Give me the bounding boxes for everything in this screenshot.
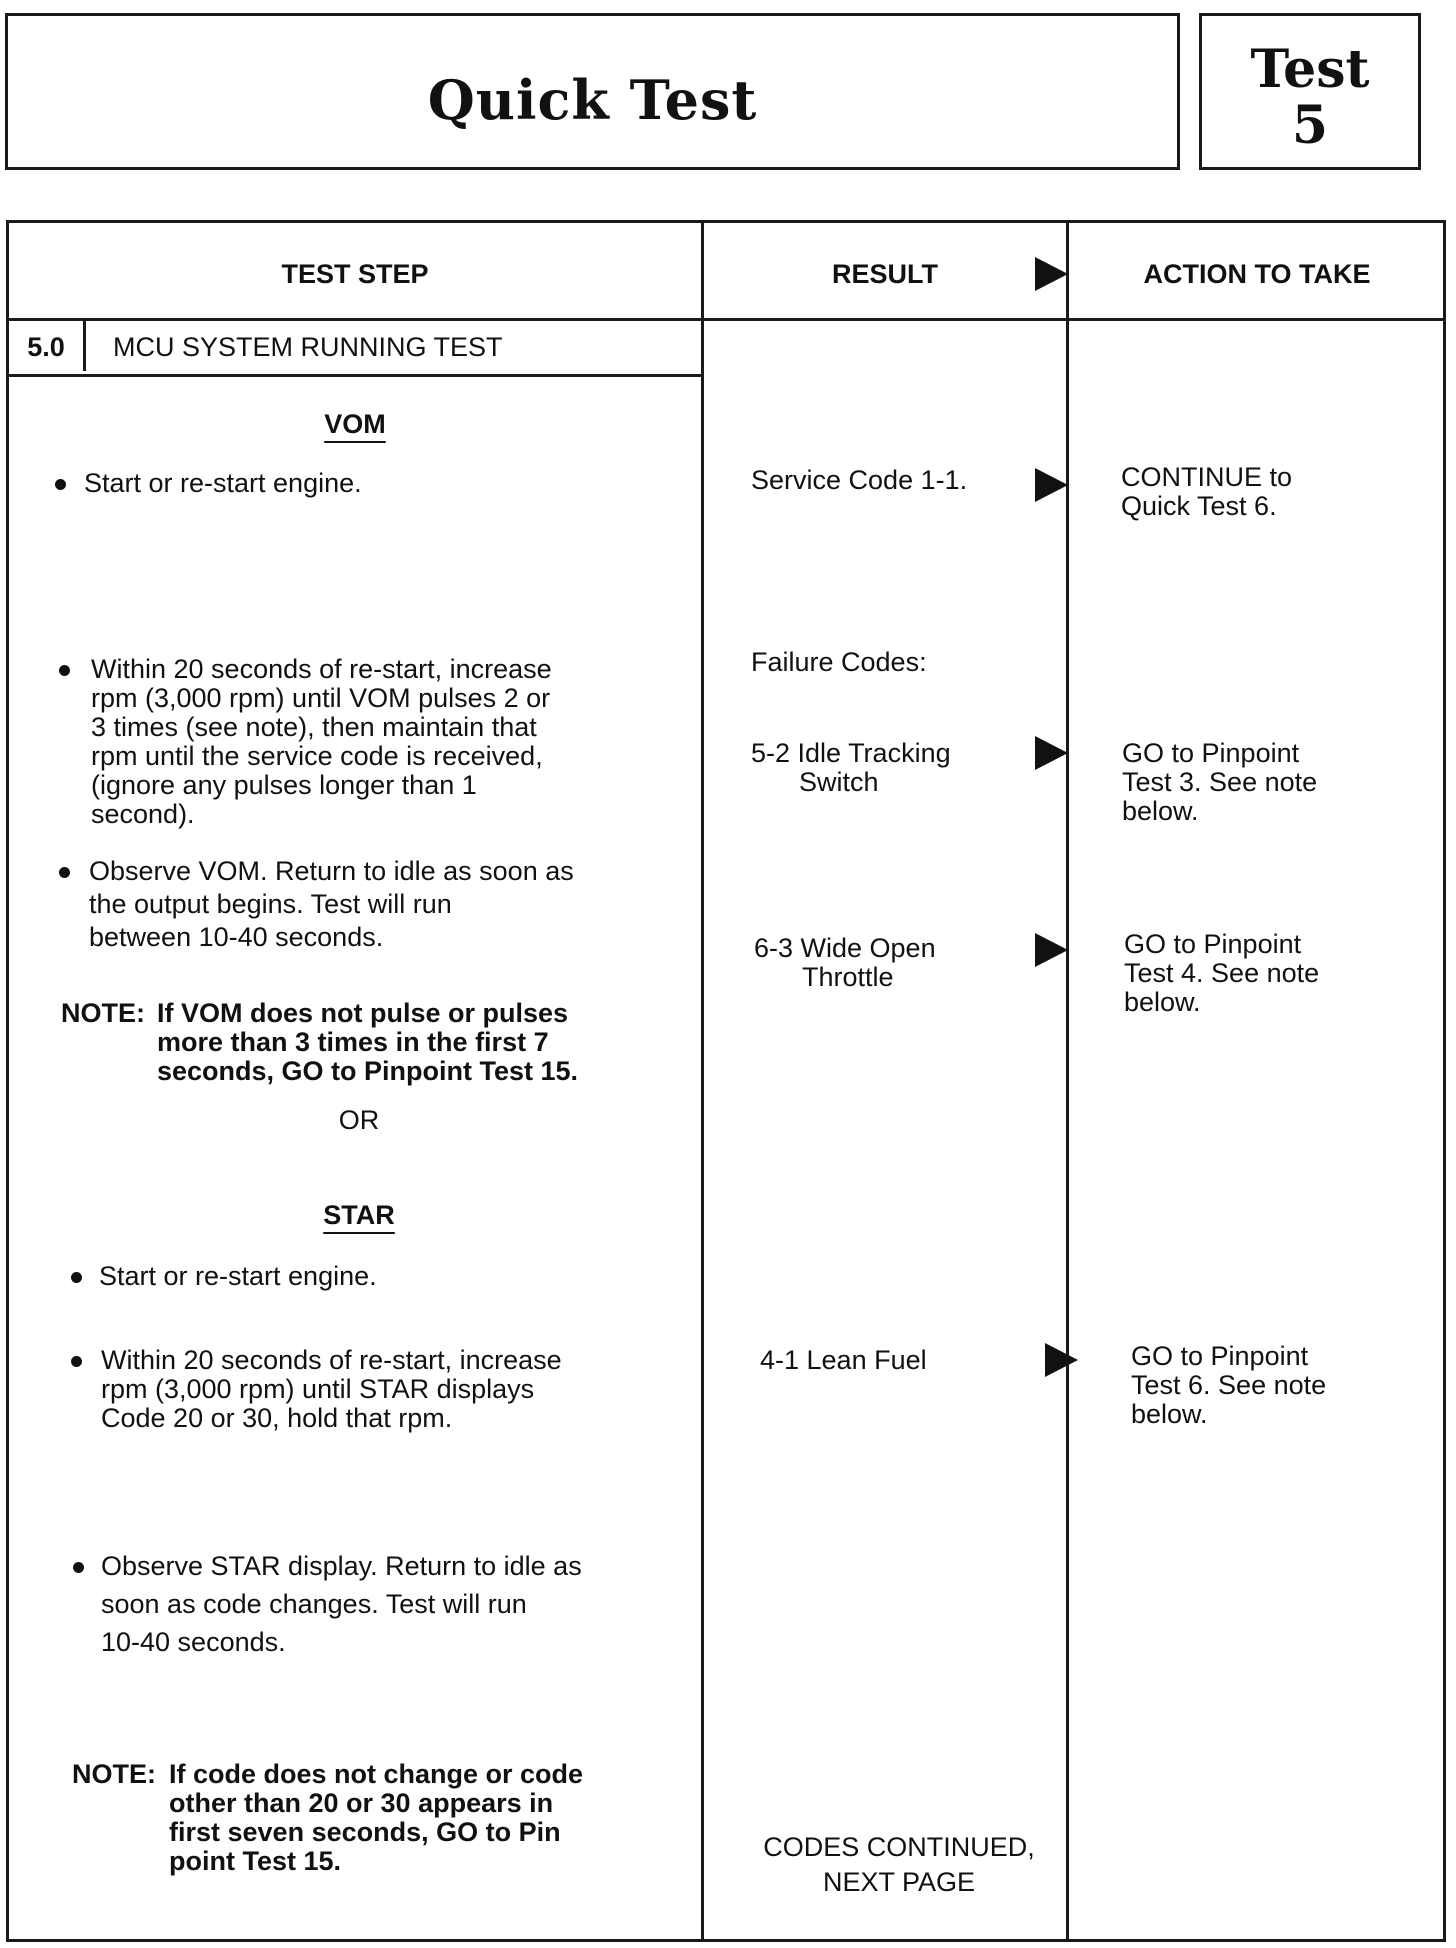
text-line: Test 4. See note <box>1124 958 1320 988</box>
text-line: Throttle <box>802 962 894 992</box>
star-step-start: Start or re-start engine. <box>99 1261 377 1291</box>
text-line: Observe STAR display. Return to idle as <box>101 1551 582 1581</box>
arrow-icon <box>1035 468 1068 502</box>
arrow-icon <box>1035 257 1068 291</box>
text-line: GO to Pinpoint <box>1131 1341 1309 1371</box>
bullet-icon <box>55 479 66 490</box>
bullet-icon <box>71 1356 82 1367</box>
text-line: Test 6. See note <box>1131 1370 1327 1400</box>
text-line: other than 20 or 30 appears in <box>169 1788 554 1818</box>
text-line: If code does not change or code <box>169 1759 584 1789</box>
text-line: Within 20 seconds of re-start, increase <box>101 1345 562 1375</box>
star-heading: STAR <box>323 1200 395 1230</box>
text-line: CODES CONTINUED, <box>763 1832 1035 1862</box>
text-line: more than 3 times in the first 7 <box>157 1027 549 1057</box>
result-failure-codes-label: Failure Codes: <box>751 647 927 677</box>
page-title: Quick Test <box>427 68 758 132</box>
text-line: 3 times (see note), then maintain that <box>91 712 537 742</box>
bullet-icon <box>59 867 70 878</box>
text-line: seconds, GO to Pinpoint Test 15. <box>157 1056 579 1086</box>
step-title: MCU SYSTEM RUNNING TEST <box>113 332 503 362</box>
vom-note-label: NOTE: <box>61 998 145 1028</box>
vom-step-start: Start or re-start engine. <box>84 468 362 498</box>
bullet-icon <box>59 665 70 676</box>
step-header <box>9 321 701 374</box>
text-line: Test 3. See note <box>1122 767 1318 797</box>
text-line: first seven seconds, GO to Pin <box>169 1817 561 1847</box>
text-line: Within 20 seconds of re-start, increase <box>91 654 552 684</box>
text-line: rpm (3,000 rpm) until STAR displays <box>101 1374 535 1404</box>
arrow-icon <box>1035 736 1068 770</box>
text-line: below. <box>1122 796 1199 826</box>
text-line: 5-2 Idle Tracking <box>751 738 951 768</box>
column-divider <box>701 223 704 1939</box>
text-line: (ignore any pulses longer than 1 <box>91 770 477 800</box>
bullet-icon <box>73 1562 84 1573</box>
step-number: 5.0 <box>9 321 86 371</box>
text-line: 10-40 seconds. <box>101 1627 286 1657</box>
bullet-icon <box>71 1272 82 1283</box>
or-separator: OR <box>338 1105 380 1135</box>
result-code-4-1: 4-1 Lean Fuel <box>760 1345 927 1375</box>
text-line: below. <box>1131 1399 1208 1429</box>
text-line: Quick Test 6. <box>1121 491 1277 521</box>
text-line: the output begins. Test will run <box>89 889 452 919</box>
text-line: second). <box>91 799 195 829</box>
text-line: point Test 15. <box>169 1846 342 1876</box>
test-number-box <box>1199 13 1421 170</box>
text-line: rpm until the service code is received, <box>91 741 543 771</box>
test-table <box>6 220 1446 1942</box>
text-line: Code 20 or 30, hold that rpm. <box>101 1403 453 1433</box>
text-line: CONTINUE to <box>1121 462 1293 492</box>
arrow-icon <box>1045 1343 1078 1377</box>
title-box <box>5 13 1180 170</box>
test-label-number: 5 <box>1291 95 1329 156</box>
text-line: between 10-40 seconds. <box>89 922 384 952</box>
text-line: soon as code changes. Test will run <box>101 1589 527 1619</box>
arrow-icon <box>1035 933 1068 967</box>
text-line: If VOM does not pulse or pulses <box>157 998 569 1028</box>
text-line: rpm (3,000 rpm) until VOM pulses 2 or <box>91 683 551 713</box>
text-line: Observe VOM. Return to idle as soon as <box>89 856 574 886</box>
column-header-test-step: TEST STEP <box>281 259 429 289</box>
test-label-word: Test <box>1250 39 1370 100</box>
vom-heading: VOM <box>324 409 386 439</box>
text-line: below. <box>1124 987 1201 1017</box>
result-service-code: Service Code 1-1. <box>751 465 968 495</box>
column-header-action: ACTION TO TAKE <box>1143 259 1371 289</box>
text-line: GO to Pinpoint <box>1124 929 1302 959</box>
column-header-result: RESULT <box>832 259 938 289</box>
star-note-label: NOTE: <box>72 1759 156 1789</box>
text-line: 6-3 Wide Open <box>754 933 936 963</box>
text-line: NEXT PAGE <box>822 1867 976 1897</box>
step-divider <box>9 374 701 377</box>
text-line: GO to Pinpoint <box>1122 738 1300 768</box>
test-number-label <box>1202 39 1418 156</box>
text-line: Switch <box>799 767 879 797</box>
